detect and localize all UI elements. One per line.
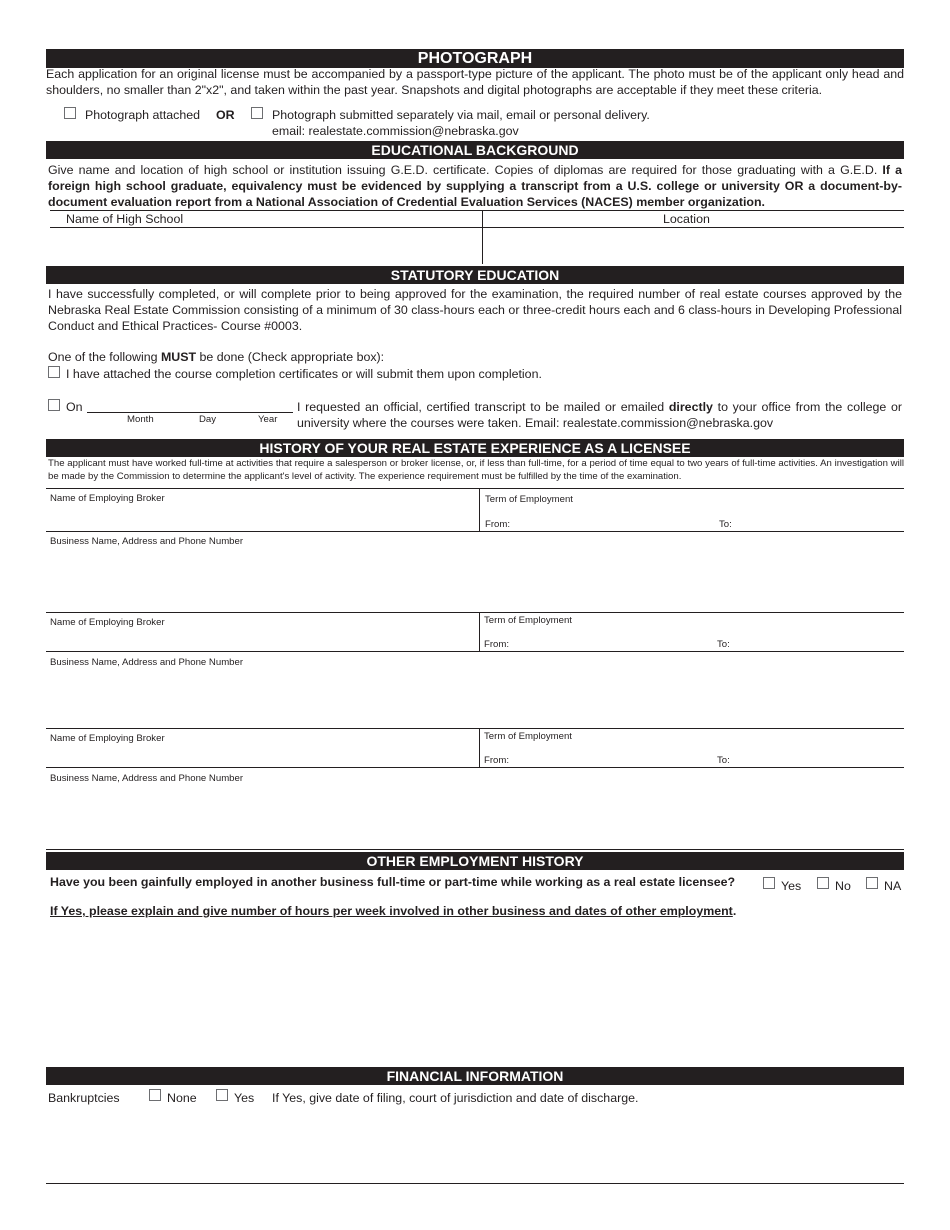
photograph-separate-checkbox[interactable] (251, 107, 263, 119)
statutory-header: STATUTORY EDUCATION (46, 266, 904, 284)
bankruptcies-yes-checkbox[interactable] (216, 1089, 228, 1101)
transcript-post: to your office from the college or university where the courses were taken. Email: realestate.commission@nebraska.gov (297, 400, 902, 430)
history-intro: The applicant must have worked full-time at activities that require a salesperson or broker license, or, if less than full-time, for a period of time equal to two years of full-time activities. An investigation will be made by the Commission to determine the applicant's level of activity. The experience requirement must be fulfilled by the time of the examination. (48, 458, 904, 482)
transcript-on-label: On (66, 400, 83, 414)
history-entry-2-term-label: Term of Employment (484, 615, 572, 626)
other-employment-no-label: No (835, 879, 851, 893)
education-intro-bold: If a foreign high school graduate, equivalency must be evidenced by supplying a transcript from a U.S. college or university OR a document-by-document evaluation report from a National Association of Credential Evaluation Services (NACES) member organization. (48, 163, 903, 209)
education-col-location: Location (663, 212, 710, 226)
transcript-bold: directly (668, 400, 713, 414)
statutory-must-post: be done (Check appropriate box): (196, 350, 385, 364)
photograph-or-label: OR (216, 108, 235, 122)
education-intro (48, 162, 902, 210)
statutory-must-pre: One of the following (48, 350, 161, 364)
transcript-request-text (297, 399, 902, 431)
other-employment-no-checkbox[interactable] (817, 877, 829, 889)
history-entry-2-from-label: From: (484, 639, 510, 650)
other-employment-explain (50, 903, 736, 919)
history-entry-2-top-line (46, 612, 904, 613)
history-entry-1-to-label: To: (719, 519, 732, 530)
photograph-attached-checkbox[interactable] (64, 107, 76, 119)
photograph-attached-label: Photograph attached (85, 108, 201, 122)
financial-bottom-line (46, 1183, 904, 1184)
bankruptcies-none-checkbox[interactable] (149, 1089, 161, 1101)
history-entry-3-business-field[interactable] (50, 787, 900, 845)
transcript-requested-checkbox[interactable] (48, 399, 60, 411)
history-entry-2-to-label: To: (717, 639, 730, 650)
bankruptcies-details-field[interactable] (48, 1110, 902, 1180)
history-entry-1-business-label: Business Name, Address and Phone Number (50, 536, 244, 547)
education-table-header-line (50, 227, 904, 228)
bankruptcies-instruction: If Yes, give date of filing, court of jurisdiction and date of discharge. (272, 1091, 639, 1105)
history-entry-1-from-label: From: (485, 519, 511, 530)
other-employment-question: Have you been gainfully employed in another business full-time or part-time while working as a real estate licensee? (50, 875, 736, 889)
history-entry-2-mid-line (46, 651, 904, 652)
photograph-separate-label: Photograph submitted separately via mail, email or personal delivery. (272, 108, 650, 122)
history-entry-2-divider (479, 612, 480, 652)
other-employment-explain-field[interactable] (50, 924, 902, 1062)
bankruptcies-none-label: None (167, 1091, 197, 1105)
date-day-label: Day (199, 414, 217, 425)
certificates-attached-label: I have attached the course completion certificates or will submit them upon completion. (66, 367, 542, 381)
education-intro-plain: Give name and location of high school or institution issuing G.E.D. certificate. Copies of diplomas are required for those graduating with a G.E.D. (48, 163, 883, 177)
history-entry-3-from-label: From: (484, 755, 510, 766)
photograph-header: PHOTOGRAPH (46, 49, 904, 68)
history-entry-2-broker-label: Name of Employing Broker (50, 617, 165, 628)
history-entry-3-broker-field[interactable] (50, 746, 475, 766)
history-header: HISTORY OF YOUR REAL ESTATE EXPERIENCE AS A LICENSEE (46, 439, 904, 457)
education-header: EDUCATIONAL BACKGROUND (46, 141, 904, 159)
history-entry-1-top-line (46, 488, 904, 489)
history-entry-1-mid-line (46, 531, 904, 532)
bankruptcies-yes-label: Yes (234, 1091, 255, 1105)
other-employment-na-label: NA (884, 879, 902, 893)
statutory-must-bold: MUST (160, 350, 197, 364)
education-col-school: Name of High School (66, 212, 184, 226)
high-school-name-field[interactable] (50, 229, 480, 263)
history-entry-2-business-label: Business Name, Address and Phone Number (50, 657, 244, 668)
history-entry-3-term-label: Term of Employment (484, 731, 572, 742)
history-entry-1-divider (479, 488, 480, 532)
photograph-intro: Each application for an original license must be accompanied by a passport-type picture of the applicant. The photo must be of the applicant only head and shoulders, no smaller than 2"x2", and taken within the past year. Snapshots and digital photographs are acceptable if they meet these criteria. (46, 67, 904, 97)
history-entry-3-divider (479, 728, 480, 768)
history-entry-3-to-label: To: (717, 755, 730, 766)
high-school-location-field[interactable] (484, 229, 902, 263)
date-month-label: Month (127, 414, 154, 425)
education-table-divider (482, 210, 483, 264)
transcript-date-field[interactable] (87, 397, 293, 412)
statutory-intro: I have successfully completed, or will complete prior to being approved for the examination, the required number of real estate courses approved by the Nebraska Real Estate Commission consisting of a minimum of 30 class-hours each or three-credit hours each and 6 class-hours in Developing Professional Conduct and Ethical Practices- Course #0003. (48, 287, 902, 333)
history-entry-1-broker-field[interactable] (50, 506, 475, 530)
other-employment-explain-text: If Yes, please explain and give number of hours per week involved in other business and dates of other employment (50, 904, 733, 918)
history-entry-1-business-field[interactable] (50, 550, 900, 608)
history-entry-3-broker-label: Name of Employing Broker (50, 733, 165, 744)
statutory-must-line (48, 349, 384, 365)
date-year-label: Year (258, 414, 278, 425)
certificates-attached-checkbox[interactable] (48, 366, 60, 378)
history-entry-2-broker-field[interactable] (50, 630, 475, 650)
other-employment-na-checkbox[interactable] (866, 877, 878, 889)
history-entry-3-top-line (46, 728, 904, 729)
history-entry-1-broker-label: Name of Employing Broker (50, 493, 165, 504)
other-employment-top-line (46, 849, 904, 850)
transcript-pre: I requested an official, certified transcript to be mailed or emailed (297, 400, 669, 414)
other-employment-yes-label: Yes (781, 879, 802, 893)
history-entry-1-term-label: Term of Employment (485, 494, 573, 505)
other-employment-explain-end: . (732, 904, 737, 918)
other-employment-yes-checkbox[interactable] (763, 877, 775, 889)
history-entry-2-business-field[interactable] (50, 671, 900, 725)
transcript-date-line (87, 412, 293, 413)
financial-header: FINANCIAL INFORMATION (46, 1067, 904, 1085)
photograph-email: email: realestate.commission@nebraska.gov (272, 124, 519, 138)
other-employment-header: OTHER EMPLOYMENT HISTORY (46, 852, 904, 870)
bankruptcies-label: Bankruptcies (48, 1091, 120, 1105)
history-entry-3-business-label: Business Name, Address and Phone Number (50, 773, 244, 784)
history-entry-3-mid-line (46, 767, 904, 768)
